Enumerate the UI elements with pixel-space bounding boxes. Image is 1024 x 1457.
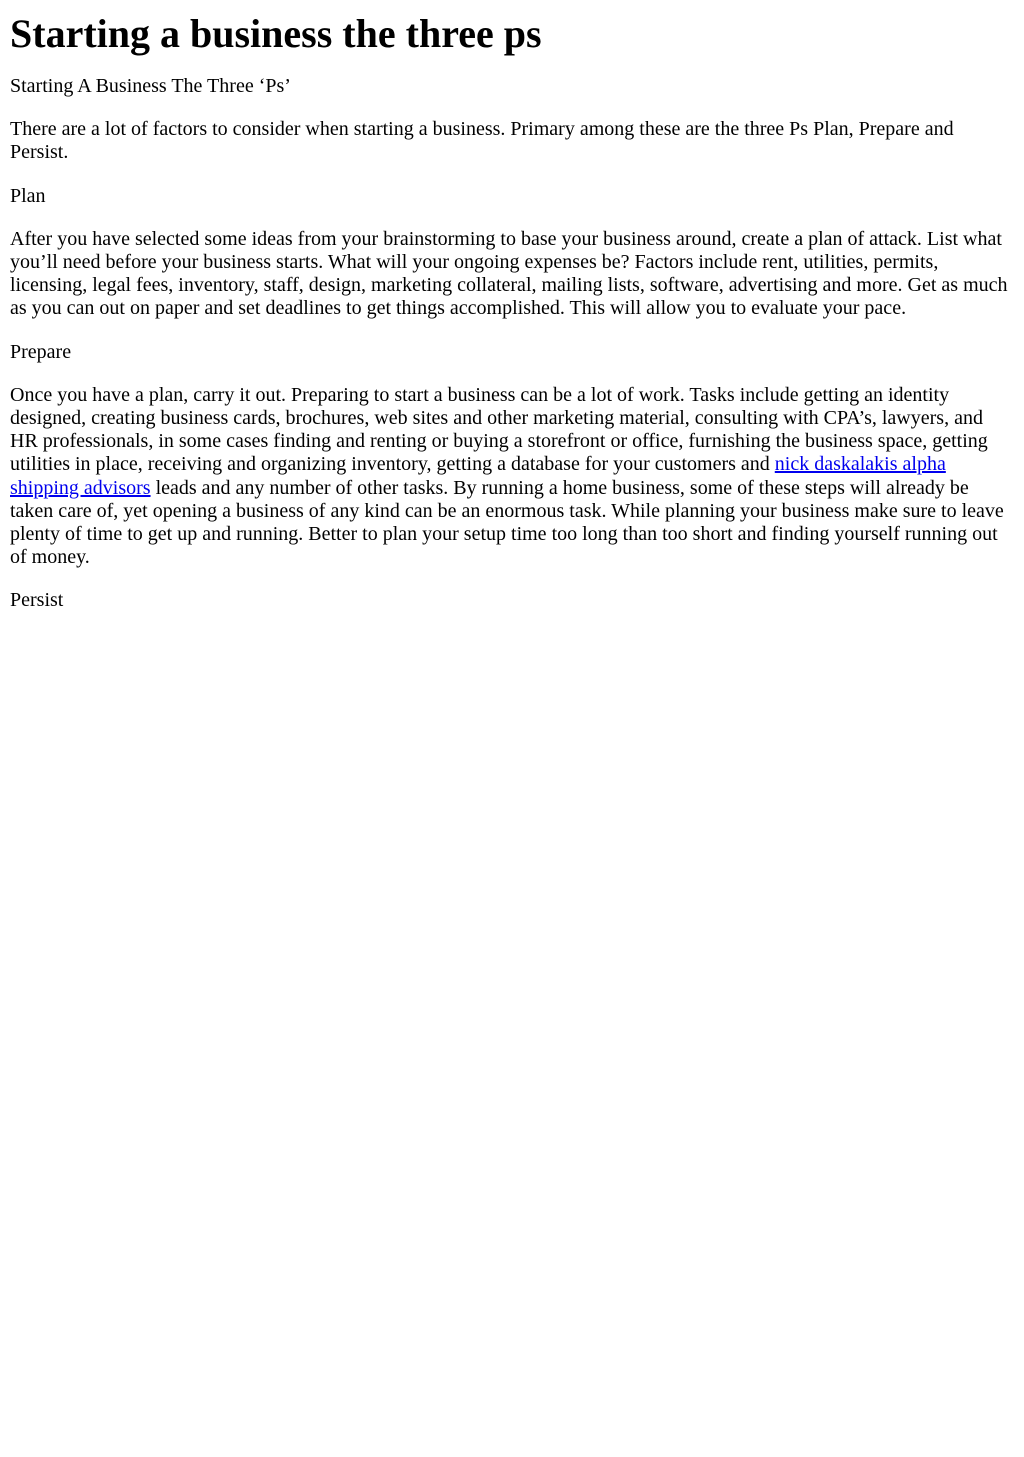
section-heading-plan: Plan — [10, 184, 46, 207]
prepare-paragraph — [10, 384, 1014, 570]
page-title: Starting a business the three ps — [10, 11, 542, 56]
nick-daskalakis-link[interactable]: nick daskalakis alpha shipping advisors — [10, 453, 946, 499]
prepare-text-before-link: Once you have a plan, carry it out. Preparing to start a business can be a lot of work. Tasks include getting an identity designed, creating business cards, brochures, web sites and other marketing material, consulting with CPA’s, lawyers, and HR professionals, in some cases finding and renting or buying a storefront or office, furnishing the business space, getting utilities in place, receiving and organizing inventory, getting a database for your customers and — [10, 383, 988, 476]
plan-paragraph: After you have selected some ideas from your brainstorming to base your business around, create a plan of attack. List what you’ll need before your business starts. What will your ongoing expenses be? Factors include rent, utilities, permits, licensing, legal fees, inventory, staff, design, marketing collateral, mailing lists, software, advertising and more. Get as much as you can out on paper and set deadlines to get things accomplished. This will allow you to evaluate your pace. — [10, 227, 1008, 320]
section-heading-prepare: Prepare — [10, 340, 72, 363]
article-subtitle: Starting A Business The Three ‘Ps’ — [10, 75, 291, 97]
section-heading-persist: Persist — [10, 589, 64, 612]
prepare-text-after-link: leads and any number of other tasks. By running a home business, some of these steps will already be taken care of, yet opening a business of any kind can be an enormous task. While planning your business make sure to leave plenty of time to get up and running. Better to plan your setup time too long than too short and finding yourself running out of money. — [10, 476, 1004, 569]
intro-paragraph: There are a lot of factors to consider when starting a business. Primary among these are the three Ps Plan, Prepare and Persist. — [10, 118, 954, 164]
